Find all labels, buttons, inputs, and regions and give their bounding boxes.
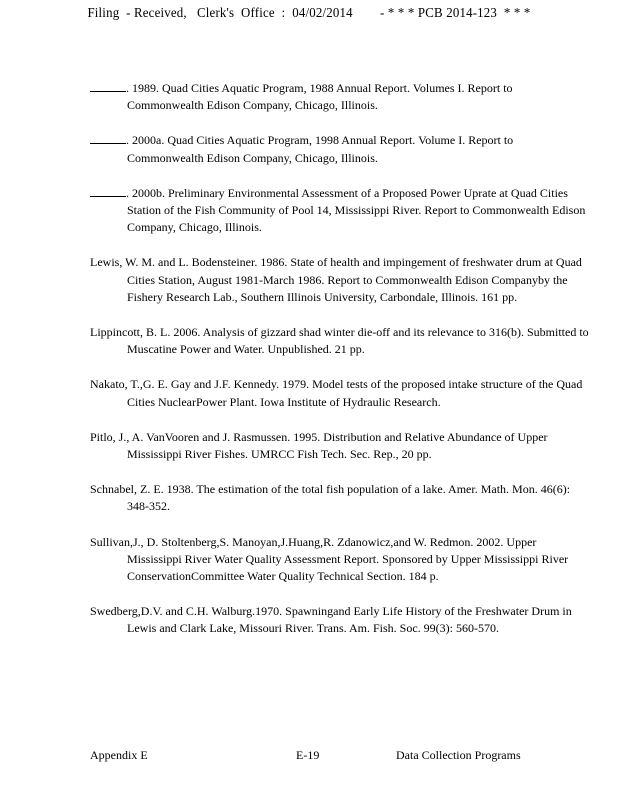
reference-entry xyxy=(90,80,590,114)
author-repeat-dash xyxy=(90,186,126,197)
reference-text: Pitlo, J., A. VanVooren and J. Rasmussen. 1995. Distribution and Relative Abundance of Upper Mississippi River Fishes. UMRCC Fish Tech. Sec. Rep., 20 pp. xyxy=(90,429,548,462)
footer-section-title: Data Collection Programs xyxy=(396,748,521,762)
page-footer xyxy=(90,748,560,764)
reference-text: Swedberg,D.V. and C.H. Walburg.1970. Spawningand Early Life History of the Freshwater Drum in Lewis and Clark Lake, Missouri River. Trans. Am. Fish. Soc. 99(3): 560-570. xyxy=(90,604,572,636)
reference-entry xyxy=(90,324,590,358)
reference-entry xyxy=(90,603,590,637)
reference-text: Sullivan,J., D. Stoltenberg,S. Manoyan,J.Huang,R. Zdanowicz,and W. Redmon. 2002. Upper Mississippi River Water Quality Assessment Report. Sponsored by Upper Mississippi River ConservationCommittee Water Quality Technical Section. 184 p. xyxy=(90,534,569,584)
reference-entry xyxy=(90,481,590,515)
reference-entry xyxy=(90,534,590,586)
filing-header: Filing - Received, Clerk's Office : 04/02/2014 - * * * PCB 2014-123 * * * xyxy=(87,6,531,21)
reference-entry xyxy=(90,254,590,306)
author-repeat-dash xyxy=(90,81,126,92)
reference-entry xyxy=(90,185,590,237)
reference-text: . 1989. Quad Cities Aquatic Program, 1988 Annual Report. Volumes I. Report to Commonwealth Edison Company, Chicago, Illinois. xyxy=(126,81,513,113)
reference-list xyxy=(90,80,590,656)
reference-text: . 2000a. Quad Cities Aquatic Program, 1998 Annual Report. Volume I. Report to Commonwealth Edison Company, Chicago, Illinois. xyxy=(126,133,514,165)
footer-appendix: Appendix E xyxy=(90,748,148,762)
reference-text: . 2000b. Preliminary Environmental Assessment of a Proposed Power Uprate at Quad Cities Station of the Fish Community of Pool 14, Mississippi River. Report to Commonwealth Edison Company, Chicago, Illinois. xyxy=(126,185,586,235)
reference-entry xyxy=(90,429,590,463)
reference-entry xyxy=(90,376,590,410)
reference-text: Schnabel, Z. E. 1938. The estimation of the total fish population of a lake. Amer. Math. Mon. 46(6): 348-352. xyxy=(90,482,571,514)
reference-text: Lewis, W. M. and L. Bodensteiner. 1986. State of health and impingement of freshwater drum at Quad Cities Station, August 1981-March 1986. Report to Commonwealth Edison Companyby the Fishery Research Lab., Southern Illinois University, Carbondale, Illinois. 161 pp. xyxy=(90,255,582,304)
reference-text: Lippincott, B. L. 2006. Analysis of gizzard shad winter die-off and its relevance to 316(b). Submitted to Muscatine Power and Water. Unpublished. 21 pp. xyxy=(90,325,589,357)
author-repeat-dash xyxy=(90,133,126,144)
reference-entry xyxy=(90,132,590,166)
reference-text: Nakato, T.,G. E. Gay and J.F. Kennedy. 1979. Model tests of the proposed intake structure of the Quad Cities NuclearPower Plant. Iowa Institute of Hydraulic Research. xyxy=(90,377,583,409)
footer-page-number: E-19 xyxy=(296,748,320,762)
